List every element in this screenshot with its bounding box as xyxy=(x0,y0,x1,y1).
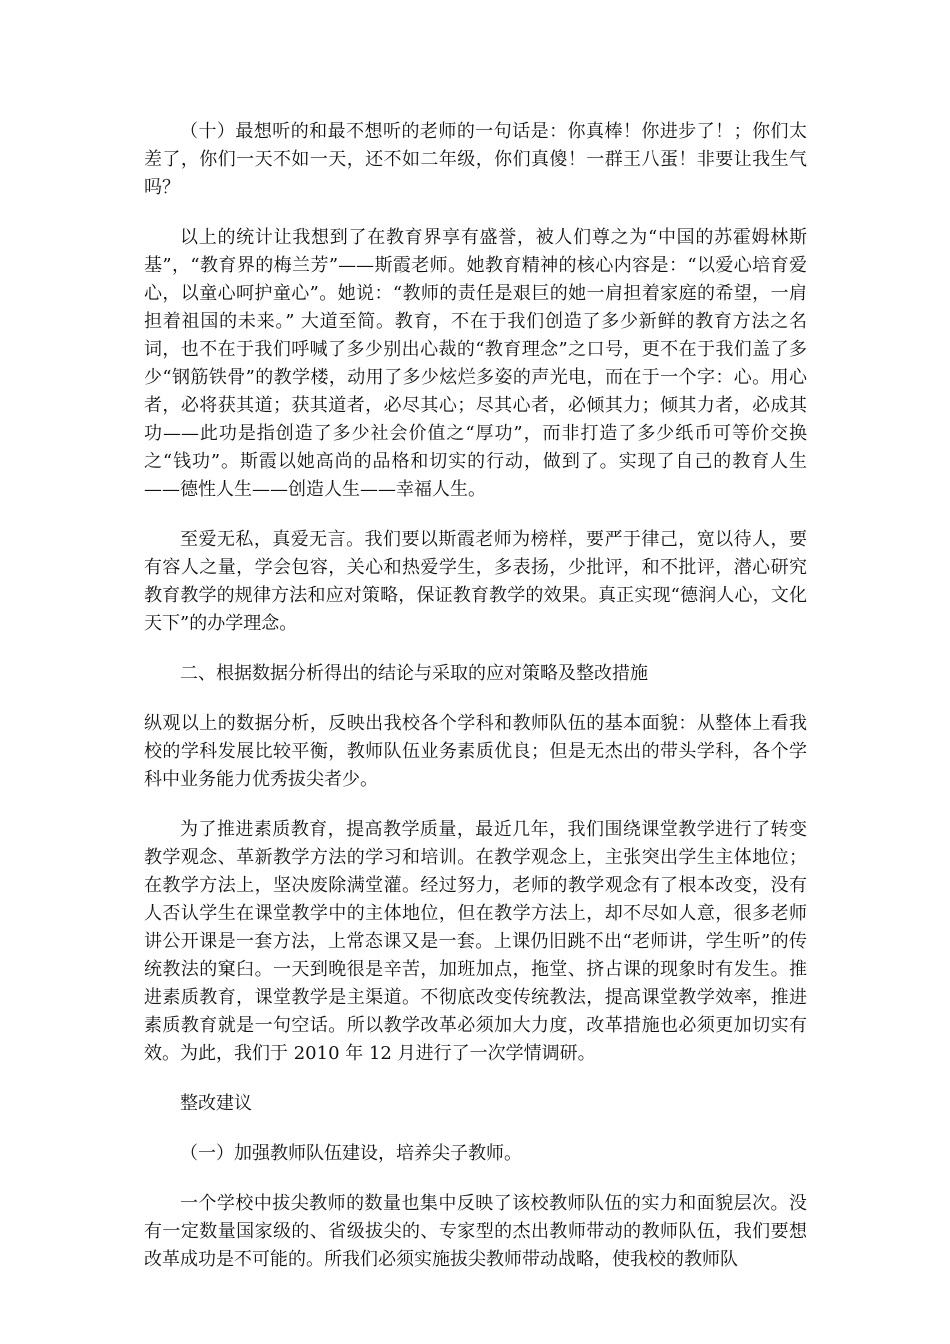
section-heading-two: 二、根据数据分析得出的结论与采取的应对策略及整改措施 xyxy=(180,663,648,684)
paragraph-sixia: 以上的统计让我想到了在教育界享有盛誉，被人们尊之为“中国的苏霍姆林斯基”，“教育界的梅兰芳”——斯霞老师。她教育精神的核心内容是：“以爱心培育爱心，以童心呵护童心”。她说：“教师的责任是艰巨的她一肩担着家庭的希望，一肩担着祖国的未来。” 大道至简。教育，不在于我们创造了多少新鲜的教育方法之名词，也不在于我们呼喊了多少别出心裁的“教育理念”之口号，更不在于我们盖了多少“钢筋铁骨”的教学楼，动用了多少炫烂多姿的声光电，而在于一个字：心。用心者，必将获其道；获其道者，必尽其心；尽其心者，必倾其力；倾其力者，必成其功——此功是指创造了多少社会价值之“厚功”，而非打造了多少纸币可等价交换之“钱功”。斯霞以她高尚的品格和切实的行动，做到了。实现了自己的教育人生——德性人生——创造人生——幸福人生。 xyxy=(144,227,807,500)
section-heading-suggestions: 整改建议 xyxy=(180,1093,252,1114)
paragraph-teaching-reform: 为了推进素质教育，提高教学质量，最近几年，我们围绕课堂教学进行了转变教学观念、革新教学方法的学习和培训。在教学观念上，主张突出学生主体地位；在教学方法上，坚决废除满堂灌。经过努力，老师的教学观念有了根本改变，没有人否认学生在课堂教学中的主体地位，但在教学方法上，却不尽如人意，很多老师讲公开课是一套方法，上常态课又是一套。上课仍旧跳不出“老师讲，学生听”的传统教法的窠臼。一天到晚很是辛苦，加班加点，拖堂、挤占课的现象时有发生。推进素质教育，课堂教学是主渠道。不彻底改变传统教法，提高课堂教学效率，推进素质教育就是一句空话。所以教学改革必须加大力度，改革措施也必须更加切实有效。为此，我们于 2010 年 12 月进行了一次学情调研。 xyxy=(144,819,807,1064)
paragraph-data-overview: 纵观以上的数据分析，反映出我校各个学科和教师队伍的基本面貌：从整体上看我校的学科发展比较平衡，教师队伍业务素质优良；但是无杰出的带头学科，各个学科中业务能力优秀拔尖者少。 xyxy=(144,713,807,790)
paragraph-top-teachers: 一个学校中拔尖教师的数量也集中反映了该校教师队伍的实力和面貌层次。没有一定数量国家级的、省级拔尖的、专家型的杰出教师带动的教师队伍，我们要想改革成功是不可能的。所我们必须实施拔尖教师带动战略，使我校的教师队 xyxy=(144,1193,807,1270)
subheading-one: （一）加强教师队伍建设，培养尖子教师。 xyxy=(180,1143,522,1164)
paragraph-ten: （十）最想听的和最不想听的老师的一句话是：你真棒！你进步了！；你们太差了，你们一天不如一天，还不如二年级，你们真傻！一群王八蛋！非要让我生气吗？ xyxy=(144,121,807,198)
document-body xyxy=(144,118,807,1274)
paragraph-love-no-selfishness: 至爱无私，真爱无言。我们要以斯霞老师为榜样，要严于律己，宽以待人，要有容人之量，学会包容，关心和热爱学生，多表扬，少批评，和不批评，潜心研究教育教学的规律方法和应对策略，保证教育教学的效果。真正实现“德润人心，文化天下”的办学理念。 xyxy=(144,529,807,634)
